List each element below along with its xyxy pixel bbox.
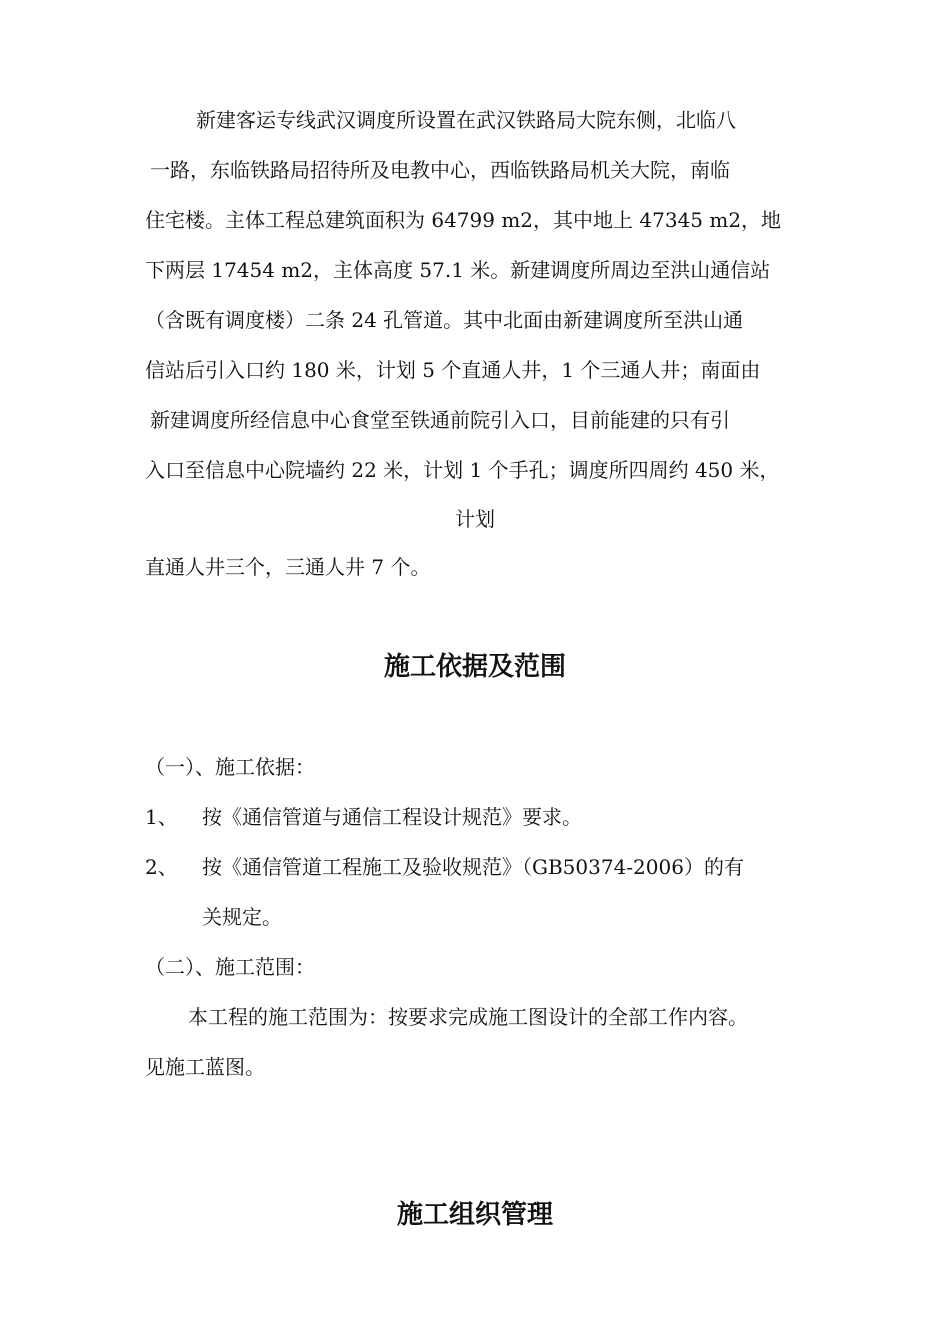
section-heading-basis: 施工依据及范围 xyxy=(383,652,566,682)
scope-text: 本工程的施工范围为：按要求完成施工图设计的全部工作内容。 xyxy=(188,1005,748,1029)
list-item-text: 按《通信管道与通信工程设计规范》要求。 xyxy=(202,805,582,829)
intro-line: 新建调度所经信息中心食堂至铁通前院引入口，目前能建的只有引 xyxy=(150,408,730,432)
intro-line: 住宅楼。主体工程总建筑面积为 64799 m2，其中地上 47345 m2，地 xyxy=(145,208,782,232)
intro-line: 一路，东临铁路局招待所及电教中心，西临铁路局机关大院，南临 xyxy=(150,158,730,182)
subheading-scope: （二）、施工范围： xyxy=(145,955,315,979)
intro-line: 新建客运专线武汉调度所设置在武汉铁路局大院东侧，北临八 xyxy=(196,108,736,132)
subheading-basis: （一）、施工依据： xyxy=(145,755,315,779)
intro-line: 信站后引入口约 180 米，计划 5 个直通人井，1 个三通人井；南面由 xyxy=(145,358,761,382)
intro-line: 直通人井三个，三通人井 7 个。 xyxy=(145,555,431,579)
section-heading-management: 施工组织管理 xyxy=(396,1200,553,1230)
list-number: 2、 xyxy=(145,855,178,879)
intro-line: （含既有调度楼）二条 24 孔管道。其中北面由新建调度所至洪山通 xyxy=(145,308,744,332)
scope-text: 见施工蓝图。 xyxy=(145,1055,265,1079)
list-number: 1、 xyxy=(145,805,178,829)
intro-line: 计划 xyxy=(455,507,495,531)
list-item-text: 按《通信管道工程施工及验收规范》（GB50374-2006）的有 xyxy=(202,855,744,879)
list-item-continuation: 关规定。 xyxy=(202,905,282,929)
intro-line: 入口至信息中心院墙约 22 米，计划 1 个手孔；调度所四周约 450 米， xyxy=(145,458,780,482)
intro-line: 下两层 17454 m2，主体高度 57.1 米。新建调度所周边至洪山通信站 xyxy=(145,258,771,282)
